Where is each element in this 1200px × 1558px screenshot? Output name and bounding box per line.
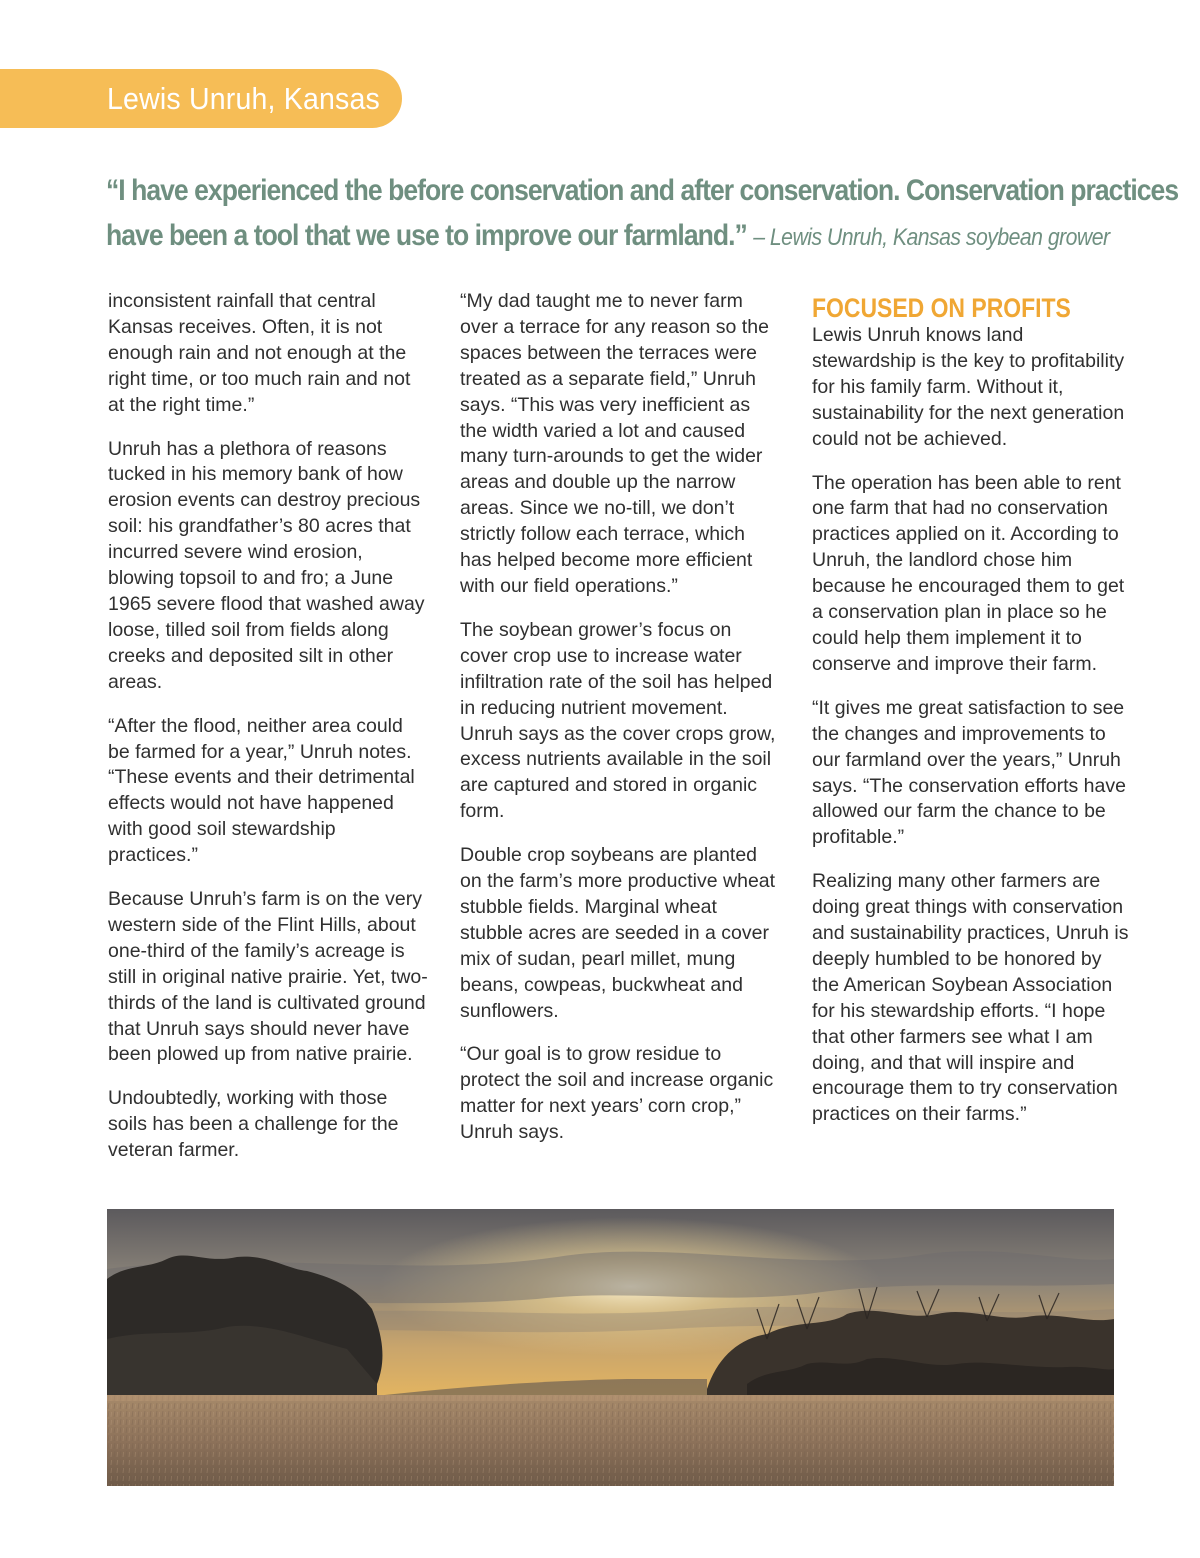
paragraph: “My dad taught me to never farm over a terrace for any reason so the spaces between the terraces were treated as a separate field,” Unruh says. “This was very inefficient as the width varied a lot and caused many turn-arounds to get the wider areas and double up the narrow areas. Since we no-till, we don’t strictly follow each terrace, which has helped become more efficient with our field operations.”: [460, 290, 769, 597]
paragraph: Unruh has a plethora of reasons tucked in his memory bank of how erosion events can destroy precious soil: his grandfather’s 80 acres that incurred severe wind erosion, blowing topsoil to and fro; a June 1965 severe flood that washed away loose, tilled soil from fields along creeks and deposited silt in other areas.: [108, 437, 425, 693]
body-column-2: [460, 289, 780, 1164]
paragraph: The soybean grower’s focus on cover crop use to increase water infiltration rate of the soil has helped in reducing nutrient movement. Unruh says as the cover crops grow, excess nutrients available in the soil are captured and stored in organic form.: [460, 618, 776, 823]
pull-quote-line-1: [106, 168, 1179, 213]
section-heading: FOCUSED ON PROFITS: [812, 293, 1071, 323]
pull-quote-line-2: [106, 213, 1110, 260]
paragraph: The operation has been able to rent one farm that had no conservation practices applied on it. According to Unruh, the landlord chose him because he encouraged them to get a conservation plan in place so he could help them implement it to conserve and improve their farm.: [812, 471, 1125, 675]
paragraph: “After the flood, neither area could be farmed for a year,” Unruh notes. “These events and their detrimental effects would not have happened with good soil stewardship practices.”: [108, 714, 415, 867]
paragraph: Double crop soybeans are planted on the farm’s more productive wheat stubble fields. Marginal wheat stubble acres are seeded in a cover mix of sudan, pearl millet, mung beans, cowpeas, buckwheat and sunflowers.: [460, 844, 776, 1022]
pull-quote: [106, 168, 1179, 260]
section-title: Lewis Unruh, Kansas: [107, 81, 380, 116]
body-column-1: [108, 289, 428, 1182]
quote-attribution: – Lewis Unruh, Kansas soybean grower: [753, 224, 1110, 251]
pull-quote-text-1: “I have experienced the before conservation and after conservation. Conservation practices: [106, 174, 1179, 207]
sunset-field-photo: [107, 1209, 1114, 1486]
paragraph: inconsistent rainfall that central Kansas receives. Often, it is not enough rain and not enough at the right time, or too much rain and not at the right time.”: [108, 290, 411, 416]
paragraph: Undoubtedly, working with those soils has been a challenge for the veteran farmer.: [108, 1087, 399, 1162]
paragraph: “It gives me great satisfaction to see the changes and improvements to our farmland over the years,” Unruh says. “The conservation efforts have allowed our farm the chance to be profitable.”: [812, 696, 1126, 849]
body-column-3: [812, 289, 1132, 1146]
paragraph: Lewis Unruh knows land stewardship is the key to profitability for his family farm. Without it, sustainability for the next generation could not be achieved.: [812, 324, 1125, 450]
paragraph: Because Unruh’s farm is on the very western side of the Flint Hills, about one-third of the family’s acreage is still in original native prairie. Yet, two-thirds of the land is cultivated ground that Unruh says should never have been plowed up from native prairie.: [108, 888, 428, 1066]
paragraph: “Our goal is to grow residue to protect the soil and increase organic matter for next years’ corn crop,” Unruh says.: [460, 1043, 774, 1144]
section-tab: [0, 69, 402, 128]
pull-quote-text-2: have been a tool that we use to improve our farmland.”: [106, 219, 747, 252]
paragraph: Realizing many other farmers are doing great things with conservation and sustainability practices, Unruh is deeply humbled to be honored by the American Soybean Association for his stewardship efforts. “I hope that other farmers see what I am doing, and that will inspire and encourage them to try conservation practices on their farms.”: [812, 870, 1129, 1126]
